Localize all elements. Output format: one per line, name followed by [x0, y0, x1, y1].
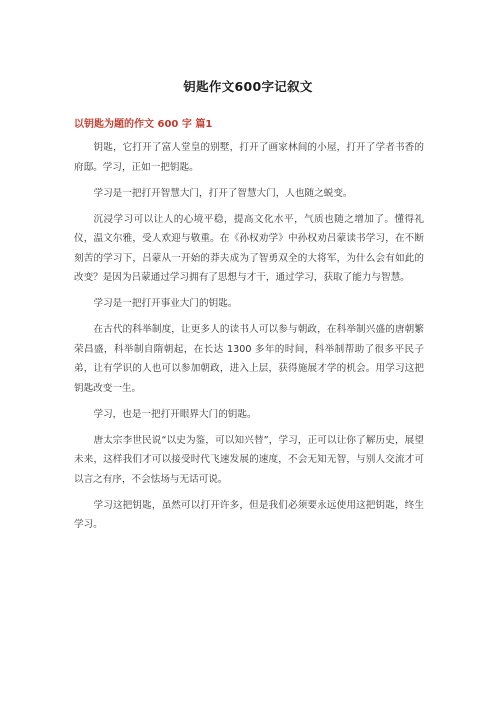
paragraph-6: 学习，也是一把打开眼界大门的钥匙。 — [93, 408, 257, 420]
paragraph-7: 唐太宗李世民说“以史为鉴，可以知兴替”，学习，正可以让你了解历史，展望未来，这样我们才可以接受时代飞速发展的速度，不会无知无智，与别人交流才可以言之有序，不会怯场与无话可说。 — [74, 434, 424, 485]
paragraph-4: 学习是一把打开事业大门的钥匙。 — [93, 298, 238, 309]
paragraph-5: 在古代的科举制度，让更多人的读书人可以参与朝政，在科举制兴盛的唐朝繁荣昌盛，科举制自隋朝起，在长达 1300 多年的时间，科举制帮助了很多平民子弟，让有学识的人也可以参加朝政，进入上层，获得施展才学的机会。用学习这把钥匙改变一生。 — [74, 324, 424, 394]
paragraph-1: 钥匙，它打开了富人堂皇的别墅，打开了画家林间的小屋，打开了学者书香的府邸。学习，正如一把钥匙。 — [74, 142, 424, 173]
paragraph-3: 沉浸学习可以让人的心境平稳，提高文化水平，气质也随之增加了。懂得礼仪，温文尔雅，受人欢迎与敬重。在《孙权劝学》中孙权劝吕蒙读书学习，在不断刻苦的学习下，吕蒙从一开始的莽夫成为了智勇双全的大将军，为什么会有如此的改变？是因为吕蒙通过学习拥有了思想与才干，通过学习，获取了能力与智慧。 — [74, 213, 424, 283]
document-title: 钥匙作文600字记叙文 — [183, 79, 313, 94]
paragraph-2: 学习是一把打开智慧大门，打开了智慧大门，人也随之蜕变。 — [93, 187, 353, 199]
section-heading: 以钥匙为题的作文 600 字 篇1 — [74, 119, 213, 130]
document-body — [74, 138, 424, 541]
paragraph-8: 学习这把钥匙，虽然可以打开许多，但是我们必须要永远使用这把钥匙，终生学习。 — [74, 499, 424, 530]
